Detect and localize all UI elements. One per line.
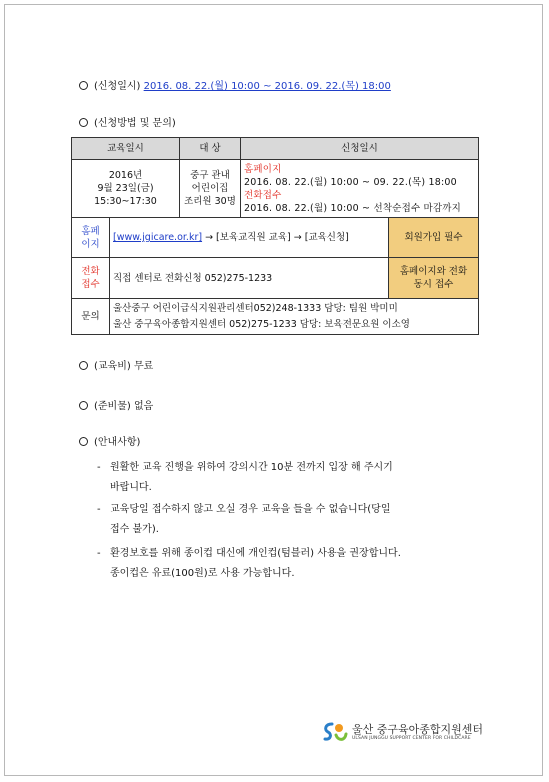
circle-bullet-icon — [79, 361, 88, 370]
table-header-row — [72, 138, 479, 160]
web-side-line1: 홈페 — [81, 225, 100, 237]
apply-phone-label: 전화접수 — [244, 189, 282, 201]
header-date: 교육일시 — [72, 138, 180, 160]
circle-bullet-icon — [79, 118, 88, 127]
application-table — [71, 137, 479, 335]
fee-line — [79, 360, 153, 374]
notice-heading — [79, 436, 140, 450]
contact-cell — [110, 299, 479, 335]
membership-required-note: 회원가입 필수 — [389, 218, 479, 258]
homepage-url-link[interactable]: [www.jgicare.or.kr] — [113, 232, 203, 243]
notice-1-line1: 원활한 교육 진행을 위하여 강의시간 10분 전까지 입장 해 주시기 — [110, 462, 393, 473]
target-line2: 어린이집 — [191, 183, 229, 194]
simultaneous-note — [389, 258, 479, 299]
web-side-label — [72, 218, 110, 258]
apply-phone-period: 2016. 08. 22.(월) 10:00 ~ 선착순접수 마감까지 — [244, 202, 462, 214]
schedule-date: 9월 23일(금) — [97, 183, 154, 194]
notice-item: - 환경보호를 위해 종이컵 대신에 개인컵(텀블러) 사용을 권장합니다. 종이컵은 유료(100원)로 사용 가능합니다. — [97, 544, 477, 584]
apply-cell — [241, 160, 479, 218]
phone-text-cell: 직접 센터로 전화신청 052)275-1233 — [110, 258, 389, 299]
circle-bullet-icon — [79, 81, 88, 90]
notice-heading-text: (안내사항) — [94, 437, 141, 448]
notice-1-line2: 바랍니다. — [110, 482, 152, 493]
fee-text: (교육비) 무료 — [94, 361, 154, 372]
center-logo — [322, 718, 482, 748]
web-path-cell — [110, 218, 389, 258]
apply-web-period: 2016. 08. 22.(월) 10:00 ~ 09. 22.(목) 18:00 — [244, 176, 457, 188]
method-heading — [79, 117, 176, 131]
contact-line1: 울산중구 어린이급식지원관리센터052)248-1333 담당: 팀원 박미미 — [113, 302, 398, 314]
target-cell — [180, 160, 241, 218]
web-side-line2: 이지 — [81, 238, 100, 250]
notice-2-line2: 접수 불가). — [110, 524, 159, 535]
notice-3-line1: 환경보호를 위해 종이컵 대신에 개인컵(텀블러) 사용을 권장합니다. — [110, 548, 401, 559]
method-heading-text: (신청방법 및 문의) — [94, 118, 176, 129]
circle-bullet-icon — [79, 437, 88, 446]
header-apply: 신청일시 — [241, 138, 479, 160]
registration-line — [79, 80, 391, 94]
phone-row — [72, 258, 479, 299]
notice-3-line2: 종이컵은 유료(100원)로 사용 가능합니다. — [110, 568, 295, 579]
contact-line2: 울산 중구육아종합지원센터 052)275-1233 담당: 보육전문요원 이소영 — [113, 318, 410, 330]
phone-side-label — [72, 258, 110, 299]
notice-item: - 원활한 교육 진행을 위하여 강의시간 10분 전까지 입장 해 주시기 바랍니다. — [97, 458, 477, 498]
registration-period-link[interactable]: 2016. 08. 22.(월) 10:00 ~ 2016. 09. 22.(목) 18:00 — [143, 81, 391, 92]
logo-name: 울산 중구육아종합지원센터 — [352, 723, 484, 736]
schedule-cell — [72, 160, 180, 218]
circle-bullet-icon — [79, 401, 88, 410]
supplies-line — [79, 400, 153, 414]
center-logo-icon — [322, 720, 348, 744]
contact-side-label: 문의 — [72, 299, 110, 335]
phone-side-line2: 접수 — [81, 279, 100, 290]
target-line1: 중구 관내 — [190, 170, 230, 181]
web-row — [72, 218, 479, 258]
registration-label: (신청일시) — [94, 81, 141, 92]
notice-2-line1: 교육당일 접수하지 않고 오실 경우 교육을 들을 수 없습니다(당일 — [110, 504, 391, 515]
apply-web-label: 홈페이지 — [244, 163, 282, 175]
web-path-text: → [보육교직원 교육] → [교육신청] — [202, 232, 349, 243]
phone-side-line1: 전화 — [81, 266, 100, 277]
logo-subtitle: ULSAN JUNGGU SUPPORT CENTER FOR CHILDCARE — [352, 736, 471, 741]
notice-item: - 교육당일 접수하지 않고 오실 경우 교육을 들을 수 없습니다(당일 접수 불가). — [97, 500, 477, 540]
contact-row — [72, 299, 479, 335]
target-line3: 조리원 30명 — [184, 196, 236, 207]
schedule-time: 15:30~17:30 — [94, 196, 157, 207]
supplies-text: (준비물) 없음 — [94, 401, 154, 412]
simultaneous-note-line2: 동시 접수 — [413, 279, 454, 290]
simultaneous-note-line1: 홈페이지와 전화 — [399, 266, 468, 277]
header-target: 대 상 — [180, 138, 241, 160]
schedule-year: 2016년 — [108, 170, 143, 181]
schedule-row — [72, 160, 479, 218]
